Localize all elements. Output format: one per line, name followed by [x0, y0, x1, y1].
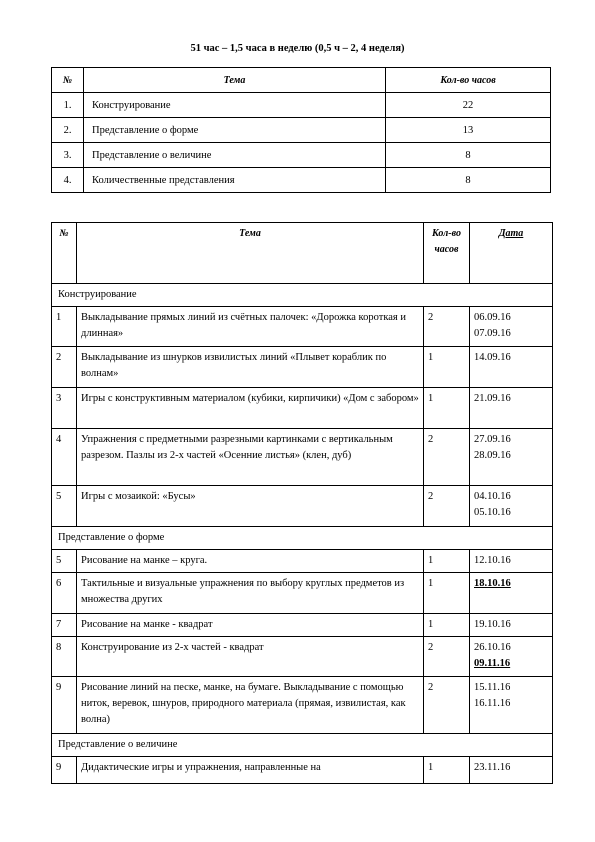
summary-hours: 8: [386, 143, 551, 168]
section-title: Конструирование: [52, 284, 553, 307]
row-hours: 2: [424, 486, 470, 527]
table-row: [52, 677, 553, 734]
table-row: [52, 307, 553, 347]
row-topic: Тактильные и визуальные упражнения по выбору круглых предметов из множества других: [77, 573, 424, 614]
summary-topic: Количественные представления: [84, 168, 386, 193]
row-topic: Упражнения с предметными разрезными картинками с вертикальным разрезом. Пазлы из 2-х частей «Осенние листья» (клен, дуб): [77, 429, 424, 486]
summary-number: 3.: [52, 143, 84, 168]
page-title: 51 час – 1,5 часа в неделю (0,5 ч – 2, 4 неделя): [190, 43, 405, 54]
summary-row: [52, 168, 551, 193]
section-title: Представление о форме: [52, 527, 553, 550]
table-row: [52, 486, 553, 527]
row-hours: 1: [424, 550, 470, 573]
schedule-header-date: Дата: [470, 223, 553, 284]
row-number: 7: [52, 614, 77, 637]
schedule-header-topic: Тема: [77, 223, 424, 284]
row-date: 04.10.16 05.10.16: [470, 486, 553, 527]
row-date: 19.10.16: [470, 614, 553, 637]
row-number: 5: [52, 550, 77, 573]
table-row: [52, 347, 553, 388]
row-topic: Рисование на манке – круга.: [77, 550, 424, 573]
row-date: 26.10.16 09.11.16: [470, 637, 553, 677]
schedule-header-number: №: [52, 223, 77, 284]
schedule-table: [51, 222, 553, 784]
row-topic: Конструирование из 2-х частей - квадрат: [77, 637, 424, 677]
row-topic: Игры с конструктивным материалом (кубики, кирпичики) «Дом с забором»: [77, 388, 424, 429]
row-topic: Выкладывание прямых линий из счётных палочек: «Дорожка короткая и длинная»: [77, 307, 424, 347]
row-number: 1: [52, 307, 77, 347]
table-row: [52, 573, 553, 614]
summary-number: 1.: [52, 93, 84, 118]
summary-row: [52, 118, 551, 143]
section-row: [52, 284, 553, 307]
row-number: 9: [52, 757, 77, 784]
summary-header-row: [52, 68, 551, 93]
section-title: Представление о величине: [52, 734, 553, 757]
row-date: 15.11.16 16.11.16: [470, 677, 553, 734]
section-row: [52, 734, 553, 757]
row-date: 21.09.16: [470, 388, 553, 429]
row-hours: 1: [424, 614, 470, 637]
row-number: 2: [52, 347, 77, 388]
row-topic: Дидактические игры и упражнения, направленные на: [77, 757, 424, 784]
row-number: 4: [52, 429, 77, 486]
row-number: 6: [52, 573, 77, 614]
summary-topic: Представление о форме: [84, 118, 386, 143]
row-number: 3: [52, 388, 77, 429]
row-date: 27.09.16 28.09.16: [470, 429, 553, 486]
table-row: [52, 614, 553, 637]
table-row: [52, 429, 553, 486]
summary-hours: 22: [386, 93, 551, 118]
summary-row: [52, 143, 551, 168]
summary-row: [52, 93, 551, 118]
row-hours: 1: [424, 573, 470, 614]
row-topic: Рисование на манке - квадрат: [77, 614, 424, 637]
row-date: 14.09.16: [470, 347, 553, 388]
row-hours: 1: [424, 347, 470, 388]
schedule-header-hours: Кол-во часов: [424, 223, 470, 284]
row-topic: Выкладывание из шнурков извилистых линий «Плывет кораблик по волнам»: [77, 347, 424, 388]
summary-hours: 8: [386, 168, 551, 193]
table-row: [52, 388, 553, 429]
summary-table: [51, 67, 551, 193]
table-row: [52, 550, 553, 573]
row-date: 12.10.16: [470, 550, 553, 573]
summary-topic: Представление о величине: [84, 143, 386, 168]
table-row: [52, 757, 553, 784]
row-hours: 2: [424, 307, 470, 347]
summary-number: 2.: [52, 118, 84, 143]
row-date: 18.10.16: [470, 573, 553, 614]
schedule-header-row: [52, 223, 553, 284]
row-number: 9: [52, 677, 77, 734]
summary-header-topic: Тема: [84, 68, 386, 93]
summary-header-hours: Кол-во часов: [386, 68, 551, 93]
row-date: 23.11.16: [470, 757, 553, 784]
row-date: 06.09.16 07.09.16: [470, 307, 553, 347]
summary-header-number: №: [52, 68, 84, 93]
row-hours: 2: [424, 429, 470, 486]
row-topic: Игры с мозаикой: «Бусы»: [77, 486, 424, 527]
row-hours: 2: [424, 637, 470, 677]
row-hours: 1: [424, 388, 470, 429]
table-row: [52, 637, 553, 677]
row-hours: 2: [424, 677, 470, 734]
row-topic: Рисование линий на песке, манке, на бумаге. Выкладывание с помощью ниток, веревок, шнуров, природного материала (прямая, извилистая, как волна): [77, 677, 424, 734]
row-hours: 1: [424, 757, 470, 784]
row-number: 8: [52, 637, 77, 677]
row-number: 5: [52, 486, 77, 527]
section-row: [52, 527, 553, 550]
summary-hours: 13: [386, 118, 551, 143]
summary-topic: Конструирование: [84, 93, 386, 118]
summary-number: 4.: [52, 168, 84, 193]
